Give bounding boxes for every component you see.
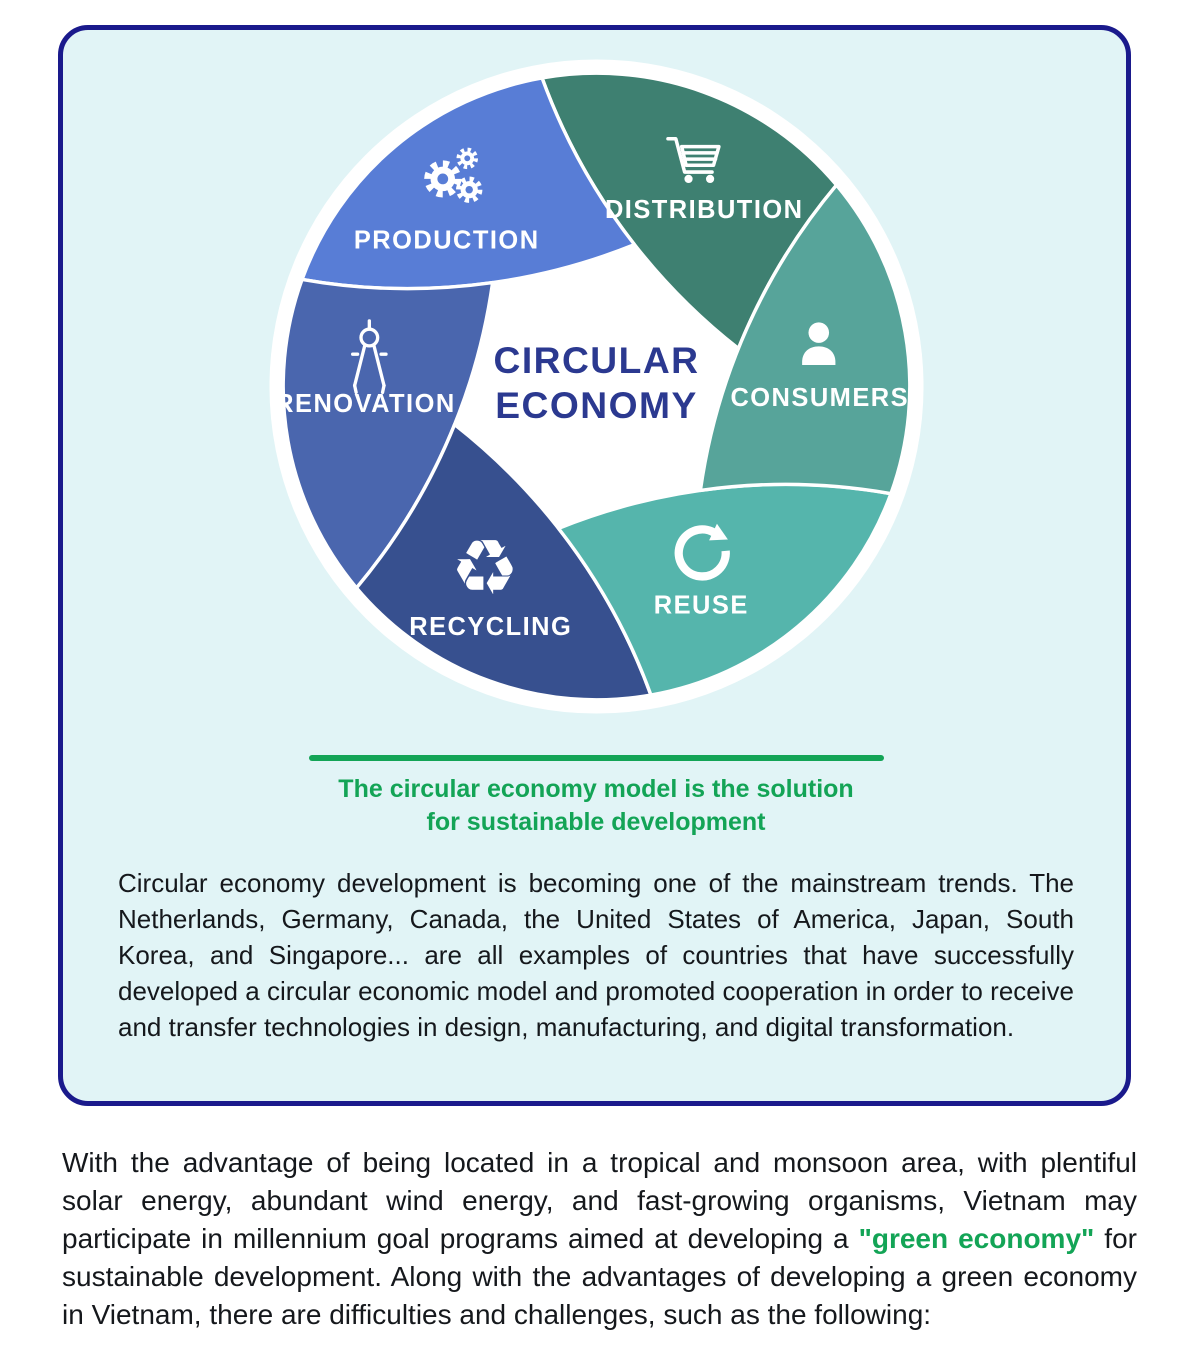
circular-economy-diagram (118, 34, 1074, 739)
green-divider (309, 755, 884, 761)
aperture-diagram-svg (244, 34, 949, 739)
reuse-label: REUSE (653, 591, 749, 620)
card-body-paragraph: Circular economy development is becoming one of the mainstream trends. The Netherlands, Germany, Canada, the United States of America, Japan, South Korea, and Singapore... are all examples of countries that have successfully developed a circular economic model and promoted cooperation in order to receive and transfer technologies in design, manufacturing, and digital transformation. (118, 868, 1074, 1042)
production-label: PRODUCTION (353, 226, 540, 255)
recycle-icon: ♻ (450, 524, 519, 614)
outro-text-before: With the advantage of being located in a tropical and monsoon area, with plentiful solar energy, abundant wind energy, and fast-growing organisms, Vietnam may participate in millennium goal programs aimed at developing a (62, 1147, 1137, 1254)
circular-economy-card (58, 25, 1131, 1106)
consumers-label: CONSUMERS (729, 384, 909, 413)
distribution-label: DISTRIBUTION (604, 196, 803, 225)
recycling-label: RECYCLING (408, 613, 572, 642)
caption-line1: The circular economy model is the solution (338, 775, 854, 803)
diagram-caption (118, 773, 1074, 839)
outro-text-after: for sustainable development. Along with the advantages of developing a green economy in Vietnam, there are difficulties and challenges, such as the following: (62, 1223, 1137, 1330)
center-title-line1: CIRCULAR (493, 338, 699, 381)
renovation-label: RENOVATION (274, 389, 456, 418)
center-title-line2: ECONOMY (494, 383, 698, 426)
caption-line2: for sustainable development (426, 808, 766, 836)
green-economy-highlight: "green economy" (858, 1223, 1095, 1254)
outro-paragraph (62, 1144, 1137, 1354)
